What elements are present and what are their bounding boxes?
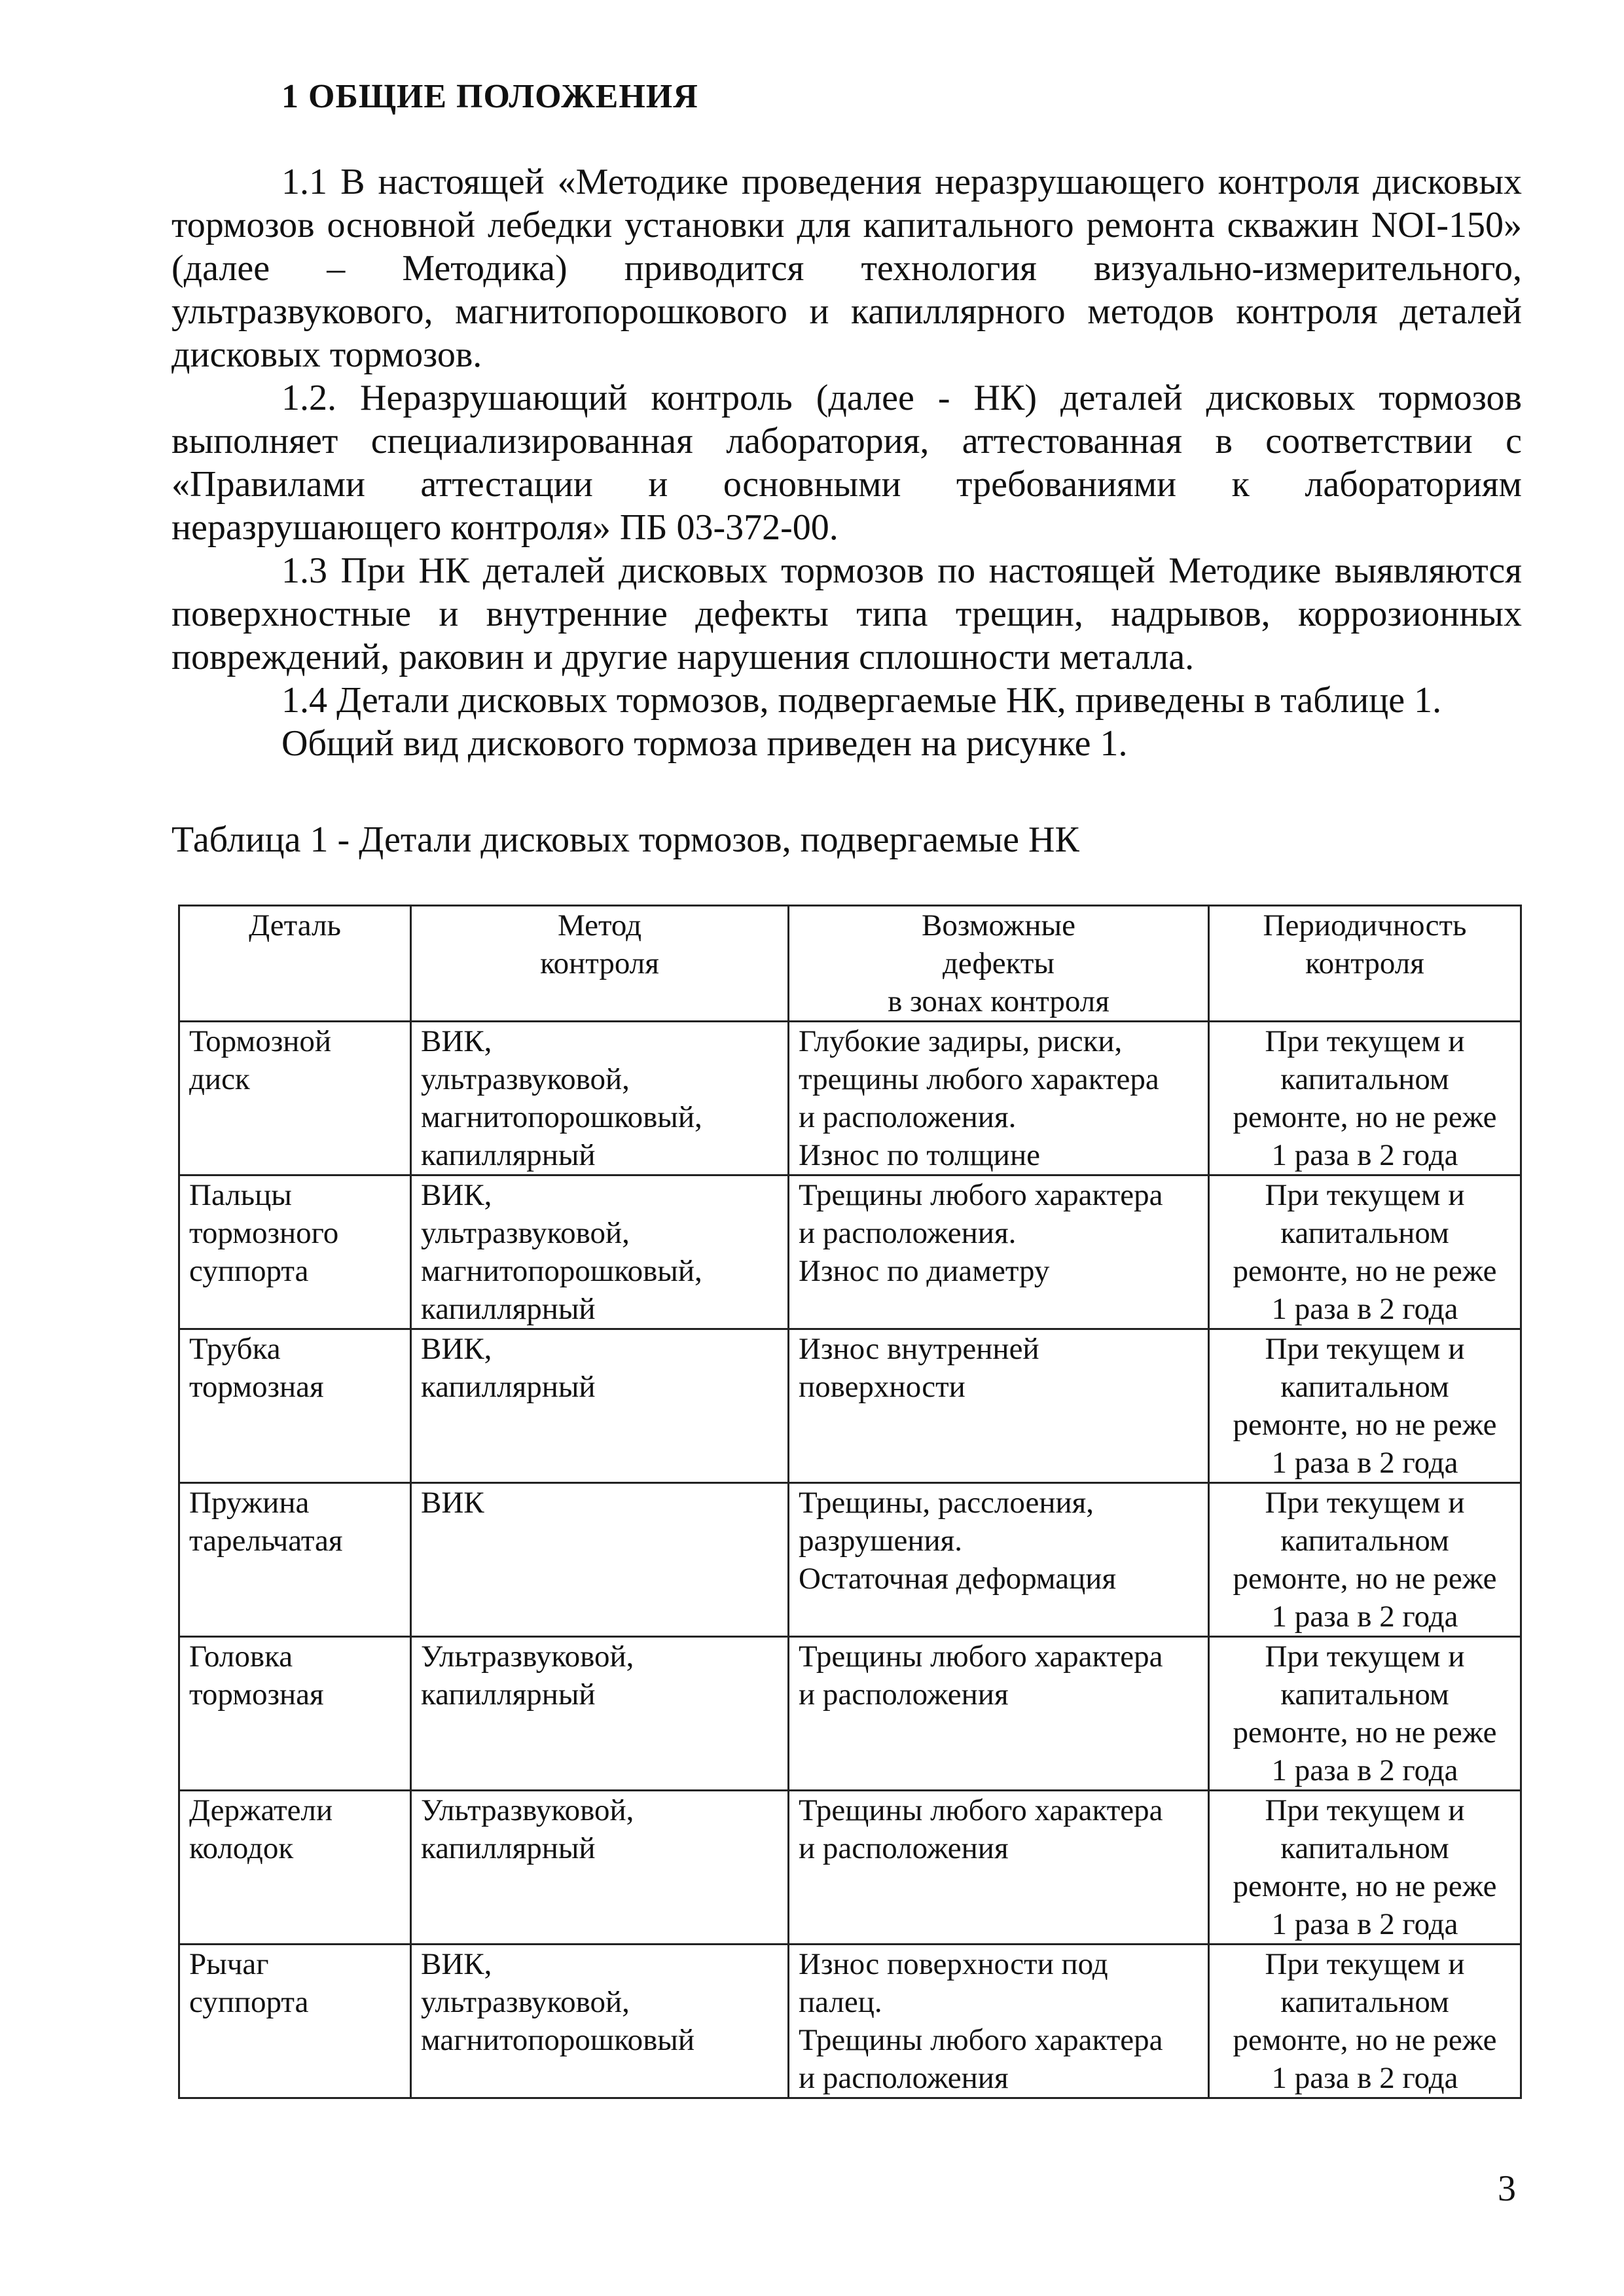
table-row [179,1175,1521,1329]
cell-defects: Глубокие задиры, риски, трещины любого характера и расположения. Износ по толщине [789,1022,1209,1175]
table-row [179,1329,1521,1483]
paragraph-1-4: 1.4 Детали дисковых тормозов, подвергаемые НК, приведены в таблице 1. [281,680,1442,721]
cell-periodicity: При текущем и капитальном ремонте, но не реже 1 раза в 2 года [1209,1945,1521,2098]
cell-part: Тормозной диск [179,1022,411,1175]
table-row [179,1483,1521,1637]
table-row [179,1637,1521,1791]
table-body [179,1022,1521,2098]
page-number: 3 [1498,2168,1516,2209]
table-row [179,1945,1521,2098]
cell-defects: Трещины любого характера и расположения [789,1791,1209,1945]
cell-part: Трубка тормозная [179,1329,411,1483]
header-defects: Возможные дефекты в зонах контроля [789,906,1209,1022]
cell-part: Рычаг суппорта [179,1945,411,2098]
paragraph-1-3: 1.3 При НК деталей дисковых тормозов по настоящей Методике выявляются поверхностные и внутренние дефекты типа трещин, надрывов, коррозионных повреждений, раковин и другие нарушения сплошности металла. [171,550,1522,677]
cell-periodicity: При текущем и капитальном ремонте, но не реже 1 раза в 2 года [1209,1637,1521,1791]
cell-part: Держатели колодок [179,1791,411,1945]
cell-defects: Трещины любого характера и расположения [789,1637,1209,1791]
table-header-row [179,906,1521,1022]
cell-periodicity: При текущем и капитальном ремонте, но не реже 1 раза в 2 года [1209,1483,1521,1637]
section-heading: 1 ОБЩИЕ ПОЛОЖЕНИЯ [281,78,698,115]
cell-method: ВИК, ультразвуковой, магнитопорошковый, капиллярный [411,1175,789,1329]
table-caption: Таблица 1 - Детали дисковых тормозов, подвергаемые НК [171,819,1079,860]
cell-method: ВИК, ультразвуковой, магнитопорошковый [411,1945,789,2098]
header-periodicity: Периодичность контроля [1209,906,1521,1022]
paragraph-1-2: 1.2. Неразрушающий контроль (далее - НК) деталей дисковых тормозов выполняет специализированная лаборатория, аттестованная в соответствии с «Правилами аттестации и основными требованиями к лабораториям неразрушающего контроля» ПБ 03-372-00. [171,378,1522,548]
paragraph-1-1: 1.1 В настоящей «Методике проведения неразрушающего контроля дисковых тормозов основной лебедки установки для капитального ремонта скважин NOI-150» (далее – Методика) приводится технология визуально-измерительного, ультразвукового, магнитопорошкового и капиллярного методов контроля деталей дисковых тормозов. [171,162,1522,375]
cell-defects: Износ поверхности под палец. Трещины любого характера и расположения [789,1945,1209,2098]
cell-periodicity: При текущем и капитальном ремонте, но не реже 1 раза в 2 года [1209,1791,1521,1945]
cell-part: Пальцы тормозного суппорта [179,1175,411,1329]
cell-part: Пружина тарельчатая [179,1483,411,1637]
cell-part: Головка тормозная [179,1637,411,1791]
cell-defects: Трещины любого характера и расположения. Износ по диаметру [789,1175,1209,1329]
table-row [179,1022,1521,1175]
header-part: Деталь [179,906,411,1022]
body-text [171,160,1522,765]
cell-method: Ультразвуковой, капиллярный [411,1791,789,1945]
cell-periodicity: При текущем и капитальном ремонте, но не реже 1 раза в 2 года [1209,1175,1521,1329]
header-method: Метод контроля [411,906,789,1022]
cell-method: ВИК, ультразвуковой, магнитопорошковый, капиллярный [411,1022,789,1175]
cell-method: ВИК, капиллярный [411,1329,789,1483]
paragraph-figure-ref: Общий вид дискового тормоза приведен на рисунке 1. [281,723,1128,764]
cell-method: ВИК [411,1483,789,1637]
cell-defects: Трещины, расслоения, разрушения. Остаточная деформация [789,1483,1209,1637]
cell-periodicity: При текущем и капитальном ремонте, но не реже 1 раза в 2 года [1209,1329,1521,1483]
table-row [179,1791,1521,1945]
cell-defects: Износ внутренней поверхности [789,1329,1209,1483]
cell-method: Ультразвуковой, капиллярный [411,1637,789,1791]
parts-table [178,905,1522,2099]
cell-periodicity: При текущем и капитальном ремонте, но не реже 1 раза в 2 года [1209,1022,1521,1175]
